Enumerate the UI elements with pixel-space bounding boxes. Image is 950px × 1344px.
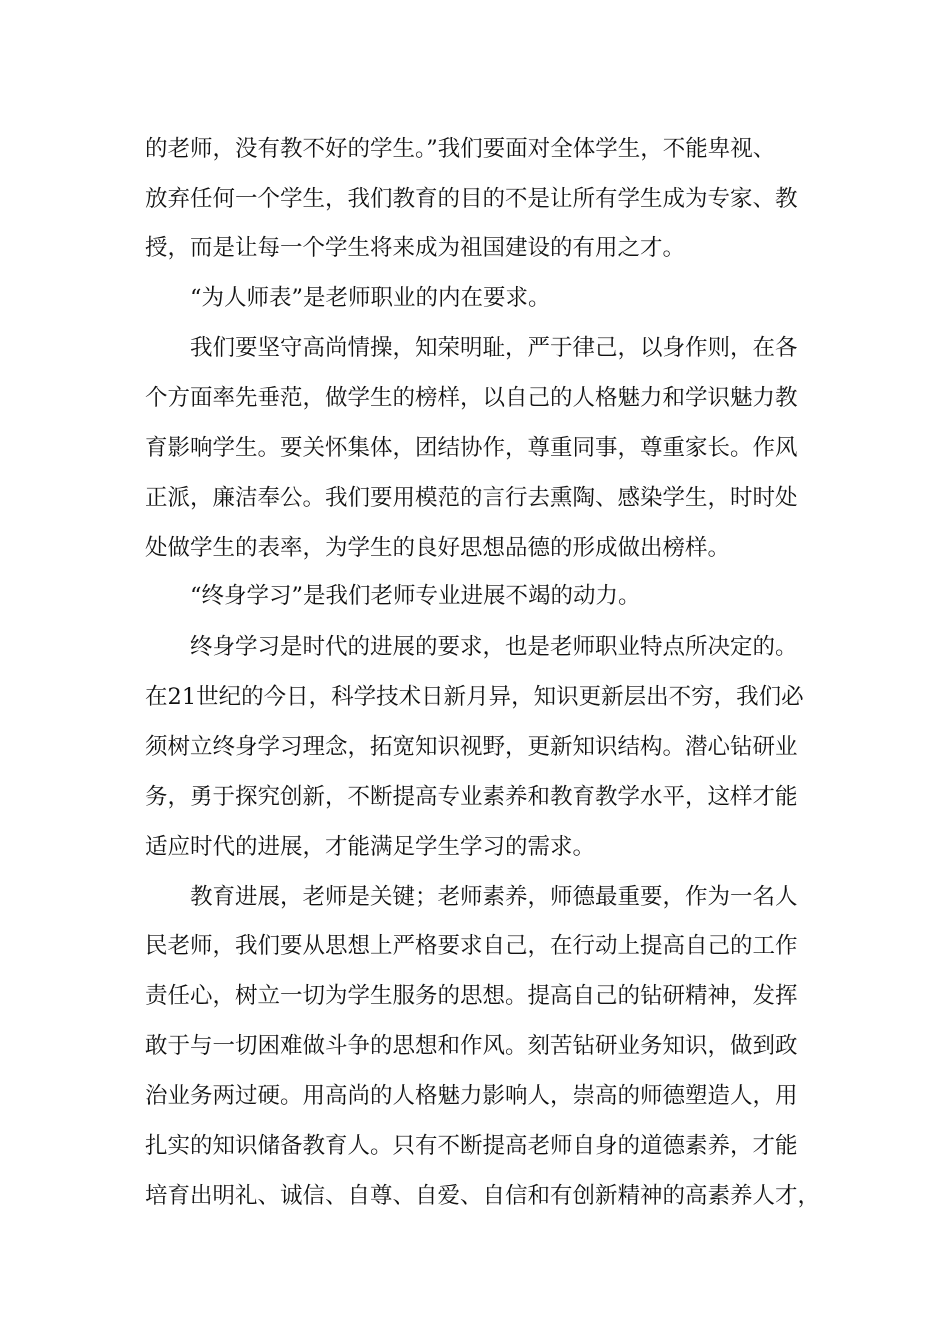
text-line: 在21世纪的今日，科学技术日新月异，知识更新层出不穷，我们必 bbox=[145, 684, 804, 710]
text-line: 培育出明礼、诚信、自尊、自爱、自信和有创新精神的高素养人才， bbox=[145, 1183, 821, 1209]
text-line: 我们要坚守高尚情操，知荣明耻，严于律己，以身作则，在各 bbox=[190, 335, 798, 361]
text-line: 责任心，树立一切为学生服务的思想。提高自己的钻研精神，发挥 bbox=[145, 983, 798, 1009]
text-line: 处做学生的表率，为学生的良好思想品德的形成做出榜样。 bbox=[145, 535, 731, 561]
text-line: 教育进展，老师是关键；老师素养，师德最重要，作为一名人 bbox=[190, 884, 798, 910]
text-line: 须树立终身学习理念，拓宽知识视野，更新知识结构。潜心钻研业 bbox=[145, 734, 798, 760]
text-line: 个方面率先垂范，做学生的榜样，以自己的人格魅力和学识魅力教 bbox=[145, 385, 798, 411]
text-line: 务，勇于探究创新，不断提高专业素养和教育教学水平，这样才能 bbox=[145, 784, 798, 810]
text-line: 育影响学生。要关怀集体，团结协作，尊重同事，尊重家长。作风 bbox=[145, 435, 798, 461]
text-line: 敢于与一切困难做斗争的思想和作风。刻苦钻研业务知识，做到政 bbox=[145, 1033, 798, 1059]
text-line: “终身学习”是我们老师专业进展不竭的动力。 bbox=[190, 583, 641, 609]
text-line: 的老师，没有教不好的学生。”我们要面对全体学生，不能卑视、 bbox=[145, 136, 776, 162]
text-line: 适应时代的进展，才能满足学生学习的需求。 bbox=[145, 834, 596, 860]
text-line: 终身学习是时代的进展的要求，也是老师职业特点所决定的。 bbox=[190, 634, 798, 660]
text-line: 授，而是让每一个学生将来成为祖国建设的有用之才。 bbox=[145, 235, 686, 261]
text-line: 民老师，我们要从思想上严格要求自己，在行动上提高自己的工作 bbox=[145, 933, 798, 959]
text-line: “为人师表”是老师职业的内在要求。 bbox=[190, 285, 551, 311]
text-line: 扎实的知识储备教育人。只有不断提高老师自身的道德素养，才能 bbox=[145, 1133, 798, 1159]
text-line: 放弃任何一个学生，我们教育的目的不是让所有学生成为专家、教 bbox=[145, 186, 798, 212]
text-line: 治业务两过硬。用高尚的人格魅力影响人，崇高的师德塑造人，用 bbox=[145, 1083, 798, 1109]
text-line: 正派，廉洁奉公。我们要用模范的言行去熏陶、感染学生，时时处 bbox=[145, 485, 798, 511]
